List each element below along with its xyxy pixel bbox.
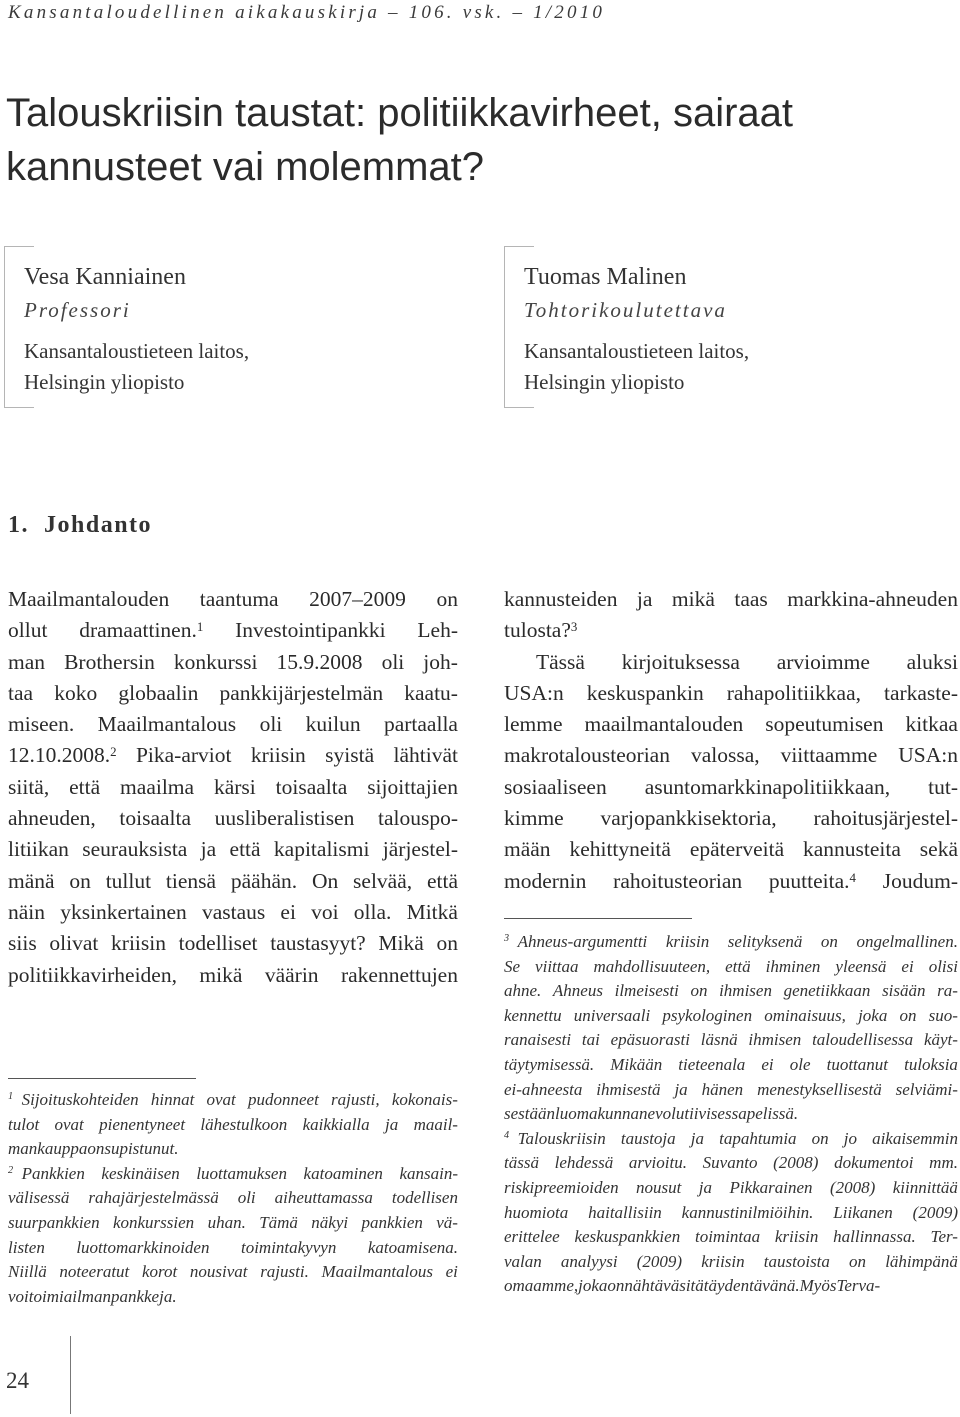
- footnote-line: omaamme, joka on nähtävä sitä täydentävänä. Myös Terva-: [504, 1276, 881, 1296]
- text-line: tulosta?$^3$: [504, 618, 578, 643]
- title-line-1: Talouskriisin taustat: politiikkavirheet, sairaat: [6, 91, 794, 135]
- footnote-number: 3: [504, 933, 510, 944]
- footnote-line: listen luottomarkkinoiden toimintakyvyn katoamisena.: [8, 1237, 458, 1257]
- text-line: sosiaaliseen asuntomarkkinapolitiikkaan, tut-: [504, 774, 958, 799]
- footnote-line: $^4$ Talouskriisin taustoja ja tapahtumia on jo aikaisemmin: [504, 1128, 958, 1148]
- author-role: Tohtorikoulutettava: [524, 298, 727, 322]
- footnote-number: 1: [8, 1091, 14, 1102]
- footnotes-left: [8, 1088, 458, 1309]
- affiliation-line: Helsingin yliopisto: [524, 370, 685, 394]
- section-number: 1.: [8, 512, 29, 538]
- text-line: miseen. Maailmantalous oli kuilun partaalla: [8, 712, 458, 737]
- text-line: litiikan seurauksista ja että kapitalismi järjestel-: [8, 837, 458, 862]
- text-line: mään kehittyneitä epäterveitä kannusteita sekä: [504, 837, 958, 862]
- footnote-number: 2: [8, 1164, 14, 1176]
- text-line: siitä, että maailma kärsi toisaalta sijoittajien: [8, 774, 458, 799]
- text-line: ollut dramaattinen.$^1$ Investointipankki Leh-: [8, 618, 458, 643]
- text-line: lemme maailmantalouden sopeutumisen kitkaa: [504, 712, 958, 737]
- footnote-line: huomiota haitallisiin kannustinilmiöihin. Liikanen (2009): [504, 1202, 958, 1222]
- article-title: [6, 86, 946, 194]
- author-affiliation: [524, 336, 749, 398]
- page-number: 24: [6, 1368, 29, 1393]
- footnote-line: suurpankkien konkurssien uhan. Tämä näkyi pankkien vä-: [8, 1212, 458, 1232]
- footnote-marker: 4: [849, 870, 856, 885]
- text-line: man Brothersin konkurssi 15.9.2008 oli joh-: [8, 649, 458, 674]
- footnote-line: $^1$ Sijoituskohteiden hinnat ovat pudonneet rajusti, kokonais-: [8, 1090, 458, 1109]
- footnote-rule: [8, 1078, 196, 1079]
- footnote-marker: 1: [196, 620, 204, 635]
- section-heading: [8, 512, 152, 539]
- author-affiliation: [24, 336, 249, 398]
- footnote-line: ranaisesti tai epäsuorasti läsnä ihmisen taloudellisessa käyt-: [504, 1030, 958, 1050]
- body-column-left: [8, 584, 458, 991]
- text-line: modernin rahoitusteorian puutteita.$^4$ Joudum-: [504, 868, 958, 893]
- footnote-line: Niillä noteeratut korot nousivat rajusti. Maailmantalous ei: [8, 1262, 458, 1282]
- author-name: Tuomas Malinen: [524, 264, 687, 290]
- affiliation-line: Helsingin yliopisto: [24, 370, 185, 394]
- footnote-rule: [504, 918, 692, 919]
- author-role: Professori: [24, 298, 131, 322]
- footnote-line: voi toimia ilman pankkeja.: [8, 1286, 177, 1306]
- text-line: näin yksinkertainen vastaus ei voi olla. Mitkä: [8, 899, 458, 924]
- text-line: Maailmantalouden taantuma 2007–2009 on: [8, 587, 458, 611]
- footnote-line: välisessä rahajärjestelmässä oli aiheuttamassa todellisen: [8, 1188, 458, 1208]
- footnote-line: valan analyysi (2009) kriisin taustoista on lähimpänä: [504, 1251, 958, 1271]
- footnote-line: Se viittaa mahdollisuuteen, että ihminen yleensä ei olisi: [504, 956, 958, 976]
- author-block-1: [4, 246, 444, 408]
- author-name: Vesa Kanniainen: [24, 264, 186, 290]
- author-block-2: [504, 246, 944, 408]
- title-line-2: kannusteet vai molemmat?: [6, 145, 485, 189]
- text-line: makrotalousteorian valossa, viittaamme USA:n: [504, 743, 958, 768]
- footnote-line: erittelee keskuspankkien toimintaa kriisin hallinnassa. Ter-: [504, 1227, 958, 1247]
- footnote-line: sestään luomakunnan evolutiivisessa pelissä.: [504, 1104, 799, 1124]
- footnote-number: 4: [504, 1129, 510, 1141]
- text-line: kannusteiden ja mikä taas markkina-ahneuden: [504, 587, 958, 611]
- text-line: 12.10.2008.$^2$ Pika-arviot kriisin syistä lähtivät: [8, 743, 458, 768]
- text-line: USA:n keskuspankin rahapolitiikkaa, tarkaste-: [504, 680, 958, 705]
- footnote-line: täytymisessä. Mikään tieteenala ei ole tuottanut tuloksia: [504, 1054, 958, 1074]
- footnote-line: ahne. Ahneus ilmeisesti on ihmisen genetiikkaan sisään ra-: [504, 981, 958, 1001]
- text-line: siis olivat kriisin todelliset taustasyyt? Mikä on: [8, 931, 458, 956]
- footnote-line: kennettu universaali psykologinen ominaisuus, joka on suo-: [504, 1005, 958, 1025]
- text-line: Tässä kirjoituksessa arvioimme aluksi: [536, 649, 958, 674]
- text-line: politiikkavirheiden, mikä väärin rakennettujen: [8, 962, 458, 987]
- footnote-line: riskipreemioiden nousut ja Pikkarainen (2008) kiinnittää: [504, 1177, 958, 1197]
- footnote-line: tulot ovat pienentyneet lähestulkoon kaikkialla ja maail-: [8, 1114, 458, 1134]
- text-line: ahneuden, toisaalta uusliberalistisen talouspo-: [8, 806, 458, 831]
- text-line: taa koko globaalin pankkijärjestelmän kaatu-: [8, 680, 458, 705]
- page-divider: [70, 1336, 71, 1414]
- footnote-line: tässä lehdessä arvioitu. Suvanto (2008) dokumentoi mm.: [504, 1153, 958, 1173]
- footnotes-right: [504, 930, 958, 1299]
- footnote-line: $^2$ Pankkien keskinäisen luottamuksen katoaminen kansain-: [8, 1163, 458, 1183]
- text-line: mänä on tullut tiensä päähän. On selvää, että: [8, 868, 458, 893]
- affiliation-line: Kansantaloustieteen laitos,: [524, 339, 750, 363]
- body-column-right: [504, 584, 958, 897]
- section-title: Johdanto: [44, 512, 153, 538]
- footnote-line: mankauppa on supistunut.: [8, 1139, 179, 1159]
- text-line: kimme varjopankkisektoria, rahoitusjärjestel-: [504, 806, 958, 831]
- footnote-line: ei-ahneesta ihmisestä ja hänen menestyksellisestä selviämi-: [504, 1079, 958, 1099]
- running-header: Kansantaloudellinen aikakauskirja – 106. vsk. – 1/2010: [8, 2, 606, 23]
- footnote-marker: 2: [110, 745, 117, 760]
- footnote-line: $^3$ Ahneus-argumentti kriisin selityksenä on ongelmallinen.: [504, 932, 958, 951]
- affiliation-line: Kansantaloustieteen laitos,: [24, 339, 250, 363]
- footnote-marker: 3: [570, 620, 578, 635]
